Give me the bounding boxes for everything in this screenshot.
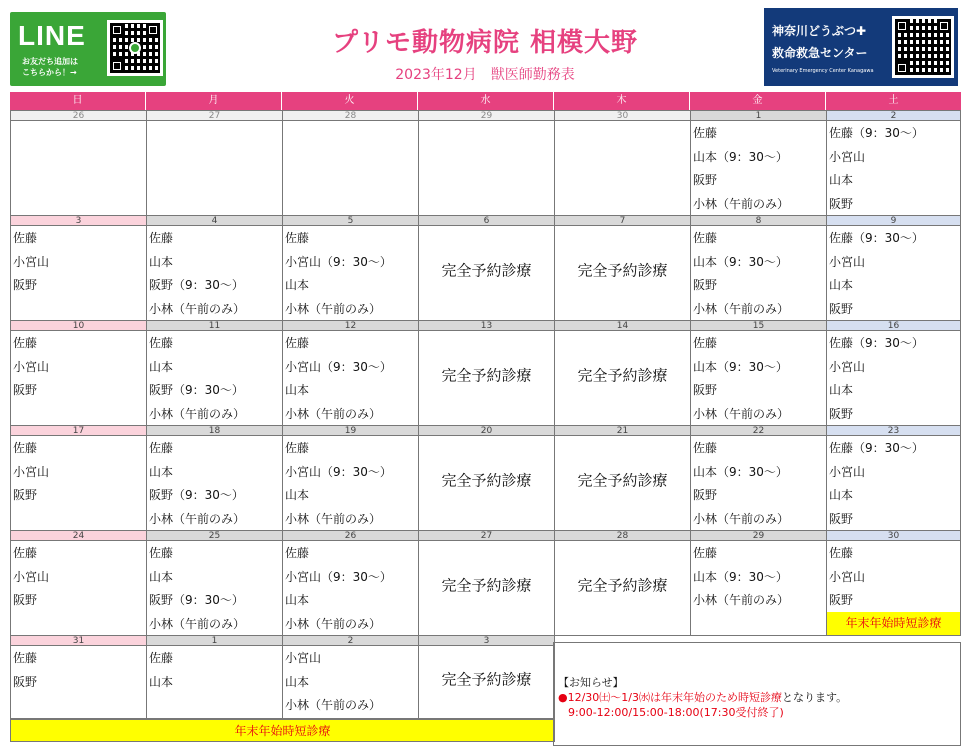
vet-name: 山本（9：30～） [693, 464, 788, 479]
day-number: 28 [283, 111, 418, 121]
vet-list [691, 331, 826, 427]
vet-name: 佐藤 [13, 231, 38, 245]
er-english-name: Veterinary Emergency Center Kanagawa [772, 68, 874, 74]
vet-name: 小林（午前のみ） [693, 196, 790, 211]
vet-name: 佐藤 [693, 441, 718, 455]
vet-name: 小宮山 [285, 651, 322, 665]
day-number: 3 [419, 636, 554, 646]
day-number: 7 [555, 216, 690, 226]
weekday-header-3: 水 [418, 92, 554, 110]
day-number: 27 [147, 111, 282, 121]
vet-name: 佐藤 [829, 546, 854, 560]
calendar-day-cell [690, 110, 827, 216]
calendar-day-cell [826, 215, 961, 321]
day-number: 16 [827, 321, 960, 331]
weekday-header-6: 土 [888, 95, 899, 106]
line-add-friend-text [22, 56, 78, 78]
vet-name: 山本 [829, 278, 854, 292]
calendar-day-cell [554, 425, 691, 531]
vet-name: 小林（午前のみ） [693, 511, 790, 526]
vet-list [691, 436, 826, 532]
calendar-day-cell [554, 215, 691, 321]
vet-name: 阪野（9：30～） [149, 593, 244, 607]
vet-name: 阪野 [693, 488, 718, 502]
vet-name: 佐藤 [149, 546, 174, 560]
vet-name: 阪野 [13, 383, 38, 397]
er-qr-code-icon[interactable] [892, 16, 954, 78]
day-number: 18 [147, 426, 282, 436]
day-number: 8 [691, 216, 826, 226]
vet-name: 佐藤 [149, 441, 174, 455]
calendar-day-cell [554, 110, 691, 216]
vet-name: 小林（午前のみ） [285, 406, 382, 421]
vet-list [827, 331, 960, 427]
vet-name: 小林（午前のみ） [149, 406, 246, 421]
line-qr-code-icon[interactable] [107, 20, 163, 76]
vet-name: 小宮山（9：30～） [285, 569, 392, 584]
page-subtitle: 2023年12月 獣医師勤務表 [395, 67, 575, 83]
vet-list [283, 226, 418, 322]
vet-name: 佐藤 [149, 336, 174, 350]
day-number: 12 [283, 321, 418, 331]
day-number: 25 [147, 531, 282, 541]
er-name-line-2: 救命救急センター [772, 46, 868, 60]
day-number: 10 [11, 321, 146, 331]
vet-name: 佐藤（9：30～） [829, 231, 924, 245]
day-number: 27 [419, 531, 554, 541]
reservation-only-label: 完全予約診療 [577, 576, 668, 595]
vet-name: 小宮山 [829, 149, 866, 164]
notice-line-1-red: ●12/30㈯～1/3㈬は年末年始のため時短診療 [558, 691, 783, 704]
emergency-center-banner[interactable] [764, 8, 958, 86]
vet-list [11, 541, 146, 614]
vet-name: 山本 [285, 383, 310, 397]
vet-list [691, 226, 826, 322]
vet-name: 佐藤 [285, 231, 310, 245]
vet-name: 山本 [285, 488, 310, 502]
vet-name: 佐藤（9：30～） [829, 126, 924, 140]
day-number: 30 [555, 111, 690, 121]
vet-name: 佐藤（9：30～） [829, 336, 924, 350]
vet-name: 小宮山 [829, 359, 866, 374]
vet-name: 阪野 [13, 488, 38, 502]
day-number: 15 [691, 321, 826, 331]
calendar-day-cell [282, 110, 419, 216]
day-number: 9 [827, 216, 960, 226]
weekday-header-2: 火 [282, 92, 418, 110]
vet-name: 小宮山 [829, 569, 866, 584]
day-number: 17 [11, 426, 146, 436]
vet-list [147, 646, 282, 695]
vet-name: 阪野 [829, 196, 854, 211]
vet-name: 阪野 [829, 593, 854, 607]
vet-name: 山本 [829, 173, 854, 187]
vet-list [147, 331, 282, 427]
line-sub-line-1: お友だち追加は [22, 57, 78, 66]
vet-list [11, 436, 146, 509]
day-number: 31 [11, 636, 146, 646]
reservation-only-label: 完全予約診療 [441, 576, 532, 595]
calendar-day-cell [10, 425, 147, 531]
day-number: 21 [555, 426, 690, 436]
vet-name: 小宮山（9：30～） [285, 359, 392, 374]
vet-name: 山本 [149, 674, 174, 689]
vet-name: 佐藤 [285, 546, 310, 560]
vet-list [11, 646, 146, 695]
vet-list [691, 541, 826, 614]
vet-name: 山本（9：30～） [693, 359, 788, 374]
day-number: 19 [283, 426, 418, 436]
calendar-day-cell [418, 635, 555, 719]
vet-list [827, 436, 960, 532]
vet-name: 佐藤 [285, 441, 310, 455]
day-number: 1 [691, 111, 826, 121]
vet-name: 小林（午前のみ） [693, 406, 790, 421]
vet-name: 阪野 [693, 383, 718, 397]
calendar-day-cell [418, 320, 555, 426]
calendar-day-cell [554, 530, 691, 636]
vet-name: 小宮山 [13, 569, 50, 584]
calendar-day-cell [146, 110, 283, 216]
reservation-only-label: 完全予約診療 [441, 366, 532, 385]
line-sub-line-2: こちらから！→ [22, 68, 77, 77]
vet-name: 小林（午前のみ） [285, 301, 382, 316]
weekday-header-5: 金 [690, 92, 826, 110]
vet-name: 佐藤 [693, 546, 718, 560]
calendar-day-cell [146, 425, 283, 531]
calendar-day-cell [10, 320, 147, 426]
vet-name: 阪野 [829, 301, 854, 316]
day-number: 28 [555, 531, 690, 541]
vet-name: 小林（午前のみ） [285, 698, 382, 712]
vet-list [827, 121, 960, 217]
vet-list [283, 541, 418, 637]
last-week-short-hours-banner: 年末年始時短診療 [10, 719, 555, 742]
vet-name: 阪野 [13, 278, 38, 292]
vet-name: 山本 [285, 674, 310, 689]
day-number: 14 [555, 321, 690, 331]
calendar-day-cell [282, 425, 419, 531]
vet-name: 佐藤 [693, 126, 718, 140]
calendar-day-cell [282, 530, 419, 636]
vet-name: 小林（午前のみ） [149, 511, 246, 526]
notice-hours: 9:00-12:00/15:00-18:00(17:30受付終了) [568, 706, 784, 719]
vet-name: 山本 [285, 278, 310, 292]
vet-name: 佐藤 [285, 336, 310, 350]
calendar-day-cell [690, 425, 827, 531]
vet-name: 小林（午前のみ） [693, 593, 790, 607]
vet-name: 山本 [285, 593, 310, 607]
day-number: 29 [691, 531, 826, 541]
vet-name: 山本 [149, 464, 174, 479]
weekday-header-4: 木 [554, 92, 690, 110]
reservation-only-label: 完全予約診療 [577, 261, 668, 280]
notice-title: 【お知らせ】 [558, 676, 624, 689]
calendar-day-cell [826, 530, 961, 636]
vet-list [11, 226, 146, 299]
day-number: 23 [827, 426, 960, 436]
vet-name: 山本（9：30～） [693, 569, 788, 584]
day-number: 29 [419, 111, 554, 121]
vet-name: 佐藤 [693, 336, 718, 350]
calendar-day-cell [146, 530, 283, 636]
calendar-day-cell [10, 110, 147, 216]
vet-name: 佐藤 [149, 651, 174, 665]
day-number: 26 [283, 531, 418, 541]
day-number: 30 [827, 531, 960, 541]
calendar-day-cell [146, 215, 283, 321]
day-number: 2 [827, 111, 960, 121]
calendar-day-cell [10, 215, 147, 321]
day-number: 26 [11, 111, 146, 121]
day-number: 3 [11, 216, 146, 226]
vet-name: 小宮山 [13, 464, 50, 479]
notice-line-1-black: となります。 [782, 691, 848, 704]
day-number: 20 [419, 426, 554, 436]
weekday-header-0: 日 [10, 92, 146, 110]
line-add-friend-banner[interactable] [10, 12, 166, 86]
vet-name: 佐藤 [13, 546, 38, 560]
calendar-day-cell [690, 215, 827, 321]
vet-name: 山本 [149, 359, 174, 374]
vet-name: 阪野 [13, 593, 38, 607]
vet-name: 阪野（9：30～） [149, 488, 244, 502]
calendar-day-cell [282, 635, 419, 719]
vet-list [283, 436, 418, 532]
vet-name: 小宮山 [13, 254, 50, 269]
vet-name: 阪野 [829, 511, 854, 526]
vet-list [827, 226, 960, 322]
reservation-only-label: 完全予約診療 [441, 471, 532, 490]
day-number: 1 [147, 636, 282, 646]
vet-name: 小林（午前のみ） [693, 301, 790, 316]
calendar-day-cell [418, 530, 555, 636]
day-number: 5 [283, 216, 418, 226]
vet-name: 山本 [149, 254, 174, 269]
weekday-header-1: 月 [146, 92, 282, 110]
reservation-only-label: 完全予約診療 [577, 366, 668, 385]
reservation-only-label: 完全予約診療 [441, 670, 532, 689]
vet-name: 小林（午前のみ） [149, 616, 246, 631]
vet-name: 小宮山 [13, 359, 50, 374]
vet-name: 小宮山 [829, 464, 866, 479]
vet-name: 小林（午前のみ） [285, 511, 382, 526]
calendar-day-cell [554, 320, 691, 426]
vet-name: 小宮山 [829, 254, 866, 269]
calendar-day-cell [146, 635, 283, 719]
vet-name: 佐藤 [149, 231, 174, 245]
calendar-day-cell [10, 530, 147, 636]
vet-name: 佐藤（9：30～） [829, 441, 924, 455]
vet-name: 佐藤 [13, 336, 38, 350]
vet-name: 山本 [149, 569, 174, 584]
calendar-day-cell [826, 110, 961, 216]
notice-line-1 [558, 690, 956, 705]
vet-name: 小林（午前のみ） [149, 301, 246, 316]
vet-name: 阪野 [829, 406, 854, 421]
reservation-only-label: 完全予約診療 [441, 261, 532, 280]
day-number: 22 [691, 426, 826, 436]
calendar-day-cell [690, 530, 827, 636]
weekday-header-row [10, 92, 961, 110]
calendar-day-cell [418, 215, 555, 321]
vet-name: 阪野 [13, 674, 38, 689]
day-number: 11 [147, 321, 282, 331]
vet-name: 阪野（9：30～） [149, 278, 244, 292]
calendar-day-cell [826, 320, 961, 426]
vet-list [11, 331, 146, 404]
reservation-only-label: 完全予約診療 [577, 471, 668, 490]
calendar-day-cell [418, 110, 555, 216]
page-title: プリモ動物病院 相模大野 [331, 28, 638, 58]
vet-name: 山本（9：30～） [693, 254, 788, 269]
calendar-day-cell [146, 320, 283, 426]
vet-name: 小宮山（9：30～） [285, 254, 392, 269]
vet-name: 佐藤 [693, 231, 718, 245]
vet-list [283, 646, 418, 719]
vet-name: 佐藤 [13, 441, 38, 455]
vet-list [147, 226, 282, 322]
calendar-day-cell [282, 320, 419, 426]
calendar-day-cell [282, 215, 419, 321]
vet-name: 山本 [829, 488, 854, 502]
vet-list [827, 541, 960, 614]
vet-name: 阪野（9：30～） [149, 383, 244, 397]
vet-name: 小林（午前のみ） [285, 616, 382, 631]
vet-name: 山本 [829, 383, 854, 397]
calendar-day-cell [826, 425, 961, 531]
vet-list [147, 436, 282, 532]
short-hours-banner: 年末年始時短診療 [827, 612, 960, 635]
day-number: 24 [11, 531, 146, 541]
vet-name: 小宮山（9：30～） [285, 464, 392, 479]
line-logo: LINE [18, 20, 86, 51]
calendar-day-cell [10, 635, 147, 719]
day-number: 4 [147, 216, 282, 226]
vet-name: 阪野 [693, 278, 718, 292]
vet-list [147, 541, 282, 637]
er-name-line-1: 神奈川どうぶつ✚ [772, 24, 867, 38]
vet-list [283, 331, 418, 427]
day-number: 2 [283, 636, 418, 646]
calendar-day-cell [690, 320, 827, 426]
vet-name: 阪野 [693, 173, 718, 187]
calendar-day-cell [418, 425, 555, 531]
day-number: 6 [419, 216, 554, 226]
vet-name: 山本（9：30～） [693, 149, 788, 164]
day-number: 13 [419, 321, 554, 331]
vet-name: 佐藤 [13, 651, 38, 665]
notice-box [553, 642, 961, 746]
vet-list [691, 121, 826, 217]
